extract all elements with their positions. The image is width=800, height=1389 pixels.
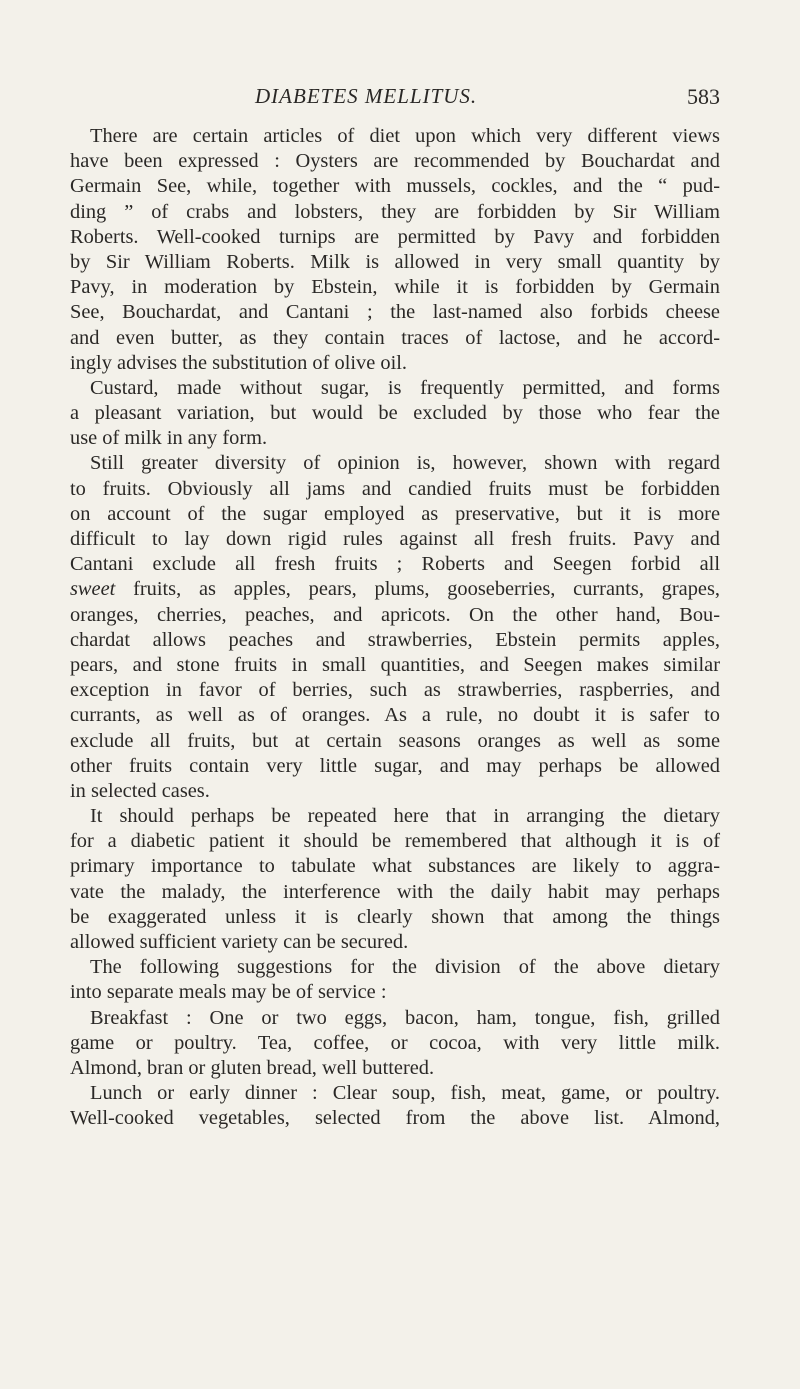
text-line: See, Bouchardat, and Cantani ; the last-named also forbids cheese (70, 301, 720, 324)
text-line: primary importance to tabulate what substances are likely to aggra- (70, 855, 720, 878)
text-line: Custard, made without sugar, is frequently permitted, and forms (90, 376, 720, 399)
text-line: Well-cooked vegetables, selected from the above list. Almond, (70, 1107, 720, 1130)
line-text: fruits, as apples, pears, plums, gooseberries, currants, grapes, (115, 578, 720, 601)
text-line (70, 577, 720, 602)
body-text (70, 124, 720, 1132)
text-line: Germain See, while, together with mussels, cockles, and the “ pud- (70, 175, 720, 198)
text-line: on account of the sugar employed as preservative, but it is more (70, 502, 720, 525)
text-line: exclude all fruits, but at certain seasons oranges as well as some (70, 729, 720, 752)
text-line: allowed sufficient variety can be secured. (70, 931, 409, 953)
page-number: 583 (687, 84, 720, 109)
text-line: currants, as well as of oranges. As a rule, no doubt it is safer to (70, 704, 720, 727)
text-line: by Sir William Roberts. Milk is allowed in very small quantity by (70, 250, 720, 273)
text-line: for a diabetic patient it should be remembered that although it is of (70, 830, 720, 853)
running-title: DIABETES MELLITUS. (255, 84, 478, 108)
running-head (70, 84, 720, 114)
text-line: in selected cases. (70, 779, 210, 802)
text-line: have been expressed : Oysters are recommended by Bouchardat and (70, 150, 720, 173)
text-line: pears, and stone fruits in small quantities, and Seegen makes similar (70, 653, 720, 676)
text-line: ingly advises the substitution of olive oil. (70, 351, 407, 374)
text-line: be exaggerated unless it is clearly shown that among the things (70, 905, 720, 928)
text-line: Breakfast : One or two eggs, bacon, ham, tongue, fish, grilled (90, 1006, 720, 1029)
emphasized-word: sweet (70, 578, 116, 601)
text-line: Pavy, in moderation by Ebstein, while it is forbidden by Germain (70, 276, 720, 299)
text-line: Almond, bran or gluten bread, well buttered. (70, 1056, 435, 1079)
text-line: Cantani exclude all fresh fruits ; Roberts and Seegen forbid all (70, 553, 720, 576)
text-line: to fruits. Obviously all jams and candied fruits must be forbidden (70, 477, 720, 500)
text-line: It should perhaps be repeated here that in arranging the dietary (90, 805, 720, 828)
text-line: into separate meals may be of service : (70, 981, 387, 1004)
text-line: use of milk in any form. (70, 427, 268, 450)
text-line: exception in favor of berries, such as strawberries, raspberries, and (70, 679, 720, 702)
text-line: The following suggestions for the division of the above dietary (90, 956, 720, 979)
text-line: There are certain articles of diet upon which very different views (90, 125, 720, 147)
text-line: difficult to lay down rigid rules against all fresh fruits. Pavy and (70, 528, 720, 550)
text-line: and even butter, as they contain traces of lactose, and he accord- (70, 326, 720, 349)
text-line: other fruits contain very little sugar, and may perhaps be allowed (70, 754, 720, 777)
text-line: vate the malady, the interference with the daily habit may perhaps (70, 880, 720, 903)
text-line: Lunch or early dinner : Clear soup, fish, meat, game, or poultry. (90, 1082, 720, 1105)
text-line: chardat allows peaches and strawberries, Ebstein permits apples, (70, 628, 720, 651)
text-line: ding ” of crabs and lobsters, they are forbidden by Sir William (70, 200, 720, 223)
text-line: a pleasant variation, but would be excluded by those who fear the (70, 402, 720, 425)
text-line: Roberts. Well-cooked turnips are permitted by Pavy and forbidden (70, 225, 720, 248)
text-line: oranges, cherries, peaches, and apricots. On the other hand, Bou- (70, 603, 720, 626)
text-line: Still greater diversity of opinion is, however, shown with regard (90, 452, 720, 475)
text-line: game or poultry. Tea, coffee, or cocoa, with very little milk. (70, 1031, 720, 1054)
